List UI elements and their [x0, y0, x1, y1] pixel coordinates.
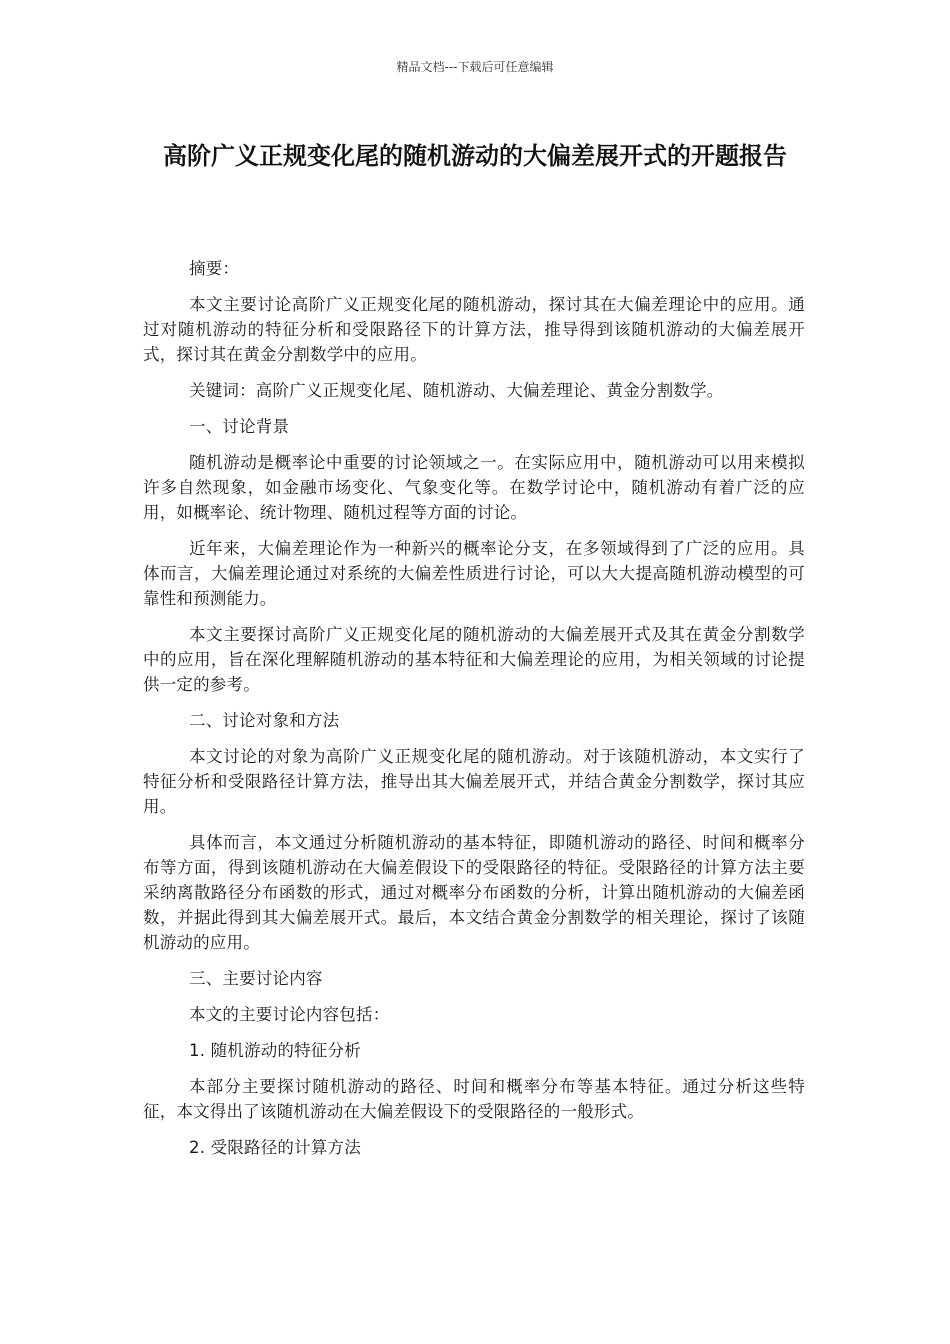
document-title: 高阶广义正规变化尾的随机游动的大偏差展开式的开题报告 — [163, 142, 787, 170]
section-heading-background: 一、讨论背景 — [189, 417, 290, 436]
keywords-paragraph: 关键词：高阶广义正规变化尾、随机游动、大偏差理论、黄金分割数学。 — [189, 381, 724, 400]
page-header-note: 精品文档---下载后可任意编辑 — [396, 60, 554, 74]
body-paragraph: 具体而言，本文通过分析随机游动的基本特征，即随机游动的路径、时间和概率分布等方面，得到该随机游动在大偏差假设下的受限路径的特征。受限路径的计算方法主要采纳离散路径分布函数的形式，通过对概率分布函数的分析，计算出随机游动的大偏差函数，并据此得到其大偏差展开式。最后，本文结合黄金分割数学的相关理论，探讨了该随机游动的应用。 — [143, 833, 805, 952]
subsection-heading: 1. 随机游动的特征分析 — [189, 1041, 361, 1060]
body-paragraph: 本部分主要探讨随机游动的路径、时间和概率分布等基本特征。通过分析这些特征，本文得出了该随机游动在大偏差假设下的受限路径的一般形式。 — [143, 1077, 805, 1121]
subsection-heading: 2. 受限路径的计算方法 — [189, 1138, 361, 1157]
body-paragraph: 本文的主要讨论内容包括： — [189, 1005, 390, 1024]
section-heading-main-content: 三、主要讨论内容 — [189, 969, 323, 988]
abstract-heading: 摘要： — [189, 259, 240, 278]
body-paragraph: 本文主要探讨高阶广义正规变化尾的随机游动的大偏差展开式及其在黄金分割数学中的应用，旨在深化理解随机游动的基本特征和大偏差理论的应用，为相关领域的讨论提供一定的参考。 — [143, 625, 805, 694]
document-body — [143, 256, 805, 1171]
body-paragraph: 近年来，大偏差理论作为一种新兴的概率论分支，在多领域得到了广泛的应用。具体而言，大偏差理论通过对系统的大偏差性质进行讨论，可以大大提高随机游动模型的可靠性和预测能力。 — [143, 539, 805, 608]
section-heading-objects-methods: 二、讨论对象和方法 — [189, 711, 340, 730]
body-paragraph: 本文讨论的对象为高阶广义正规变化尾的随机游动。对于该随机游动，本文实行了特征分析和受限路径计算方法，推导出其大偏差展开式，并结合黄金分割数学，探讨其应用。 — [143, 747, 805, 816]
body-paragraph: 随机游动是概率论中重要的讨论领域之一。在实际应用中，随机游动可以用来模拟许多自然现象，如金融市场变化、气象变化等。在数学讨论中，随机游动有着广泛的应用，如概率论、统计物理、随机过程等方面的讨论。 — [143, 453, 805, 522]
abstract-paragraph: 本文主要讨论高阶广义正规变化尾的随机游动，探讨其在大偏差理论中的应用。通过对随机游动的特征分析和受限路径下的计算方法，推导得到该随机游动的大偏差展开式，探讨其在黄金分割数学中的应用。 — [143, 295, 805, 364]
